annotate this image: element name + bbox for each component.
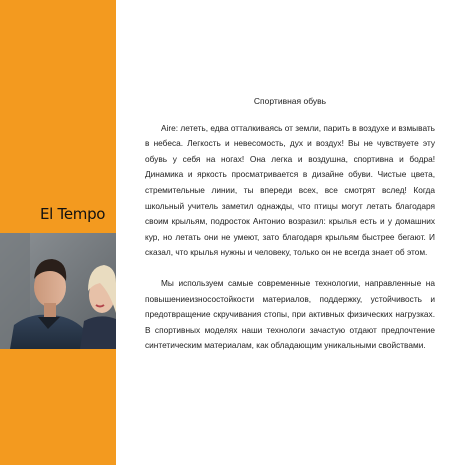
article-paragraph: Мы используем самые современные технологии, направленные на повышениеизносостойкости материалов, поддержку, устойчивость и предотвращение скручивания стопы, при активных физических нагрузках. В спортивных моделях наши технологи зачастую отдают предпочтение синтетическим материалам, как обладающим уникальными свойствами. [145, 277, 435, 351]
brand-logo: El Tempo [40, 205, 106, 223]
article [145, 94, 435, 354]
article-heading: Спортивная обувь [253, 96, 327, 106]
article-paragraph: Aire: лететь, едва отталкиваясь от земли, парить в воздухе и взмывать в небеса. Легкость и невесомость, дух и воздух! Вы не чувствуете эту обувь у себя на ногах! Она легка и воздушна, спортивна и бодра! Динамика и яркость просматривается в дизайне обуви. Чистые цвета, стремительные линии, ты впереди всех, все смотрят вслед! Когда школьный учитель заметил однажды, что птицы могут летать благодаря своим крыльям, подросток Антонио возразил: крылья есть и у домашних кур, но летать они не умеют, зато благодаря крыльям быстрее бегают. И сказал, что крылья нужны и человеку, только он не всегда знает об этом. [145, 122, 435, 258]
portrait-photo [0, 233, 116, 349]
